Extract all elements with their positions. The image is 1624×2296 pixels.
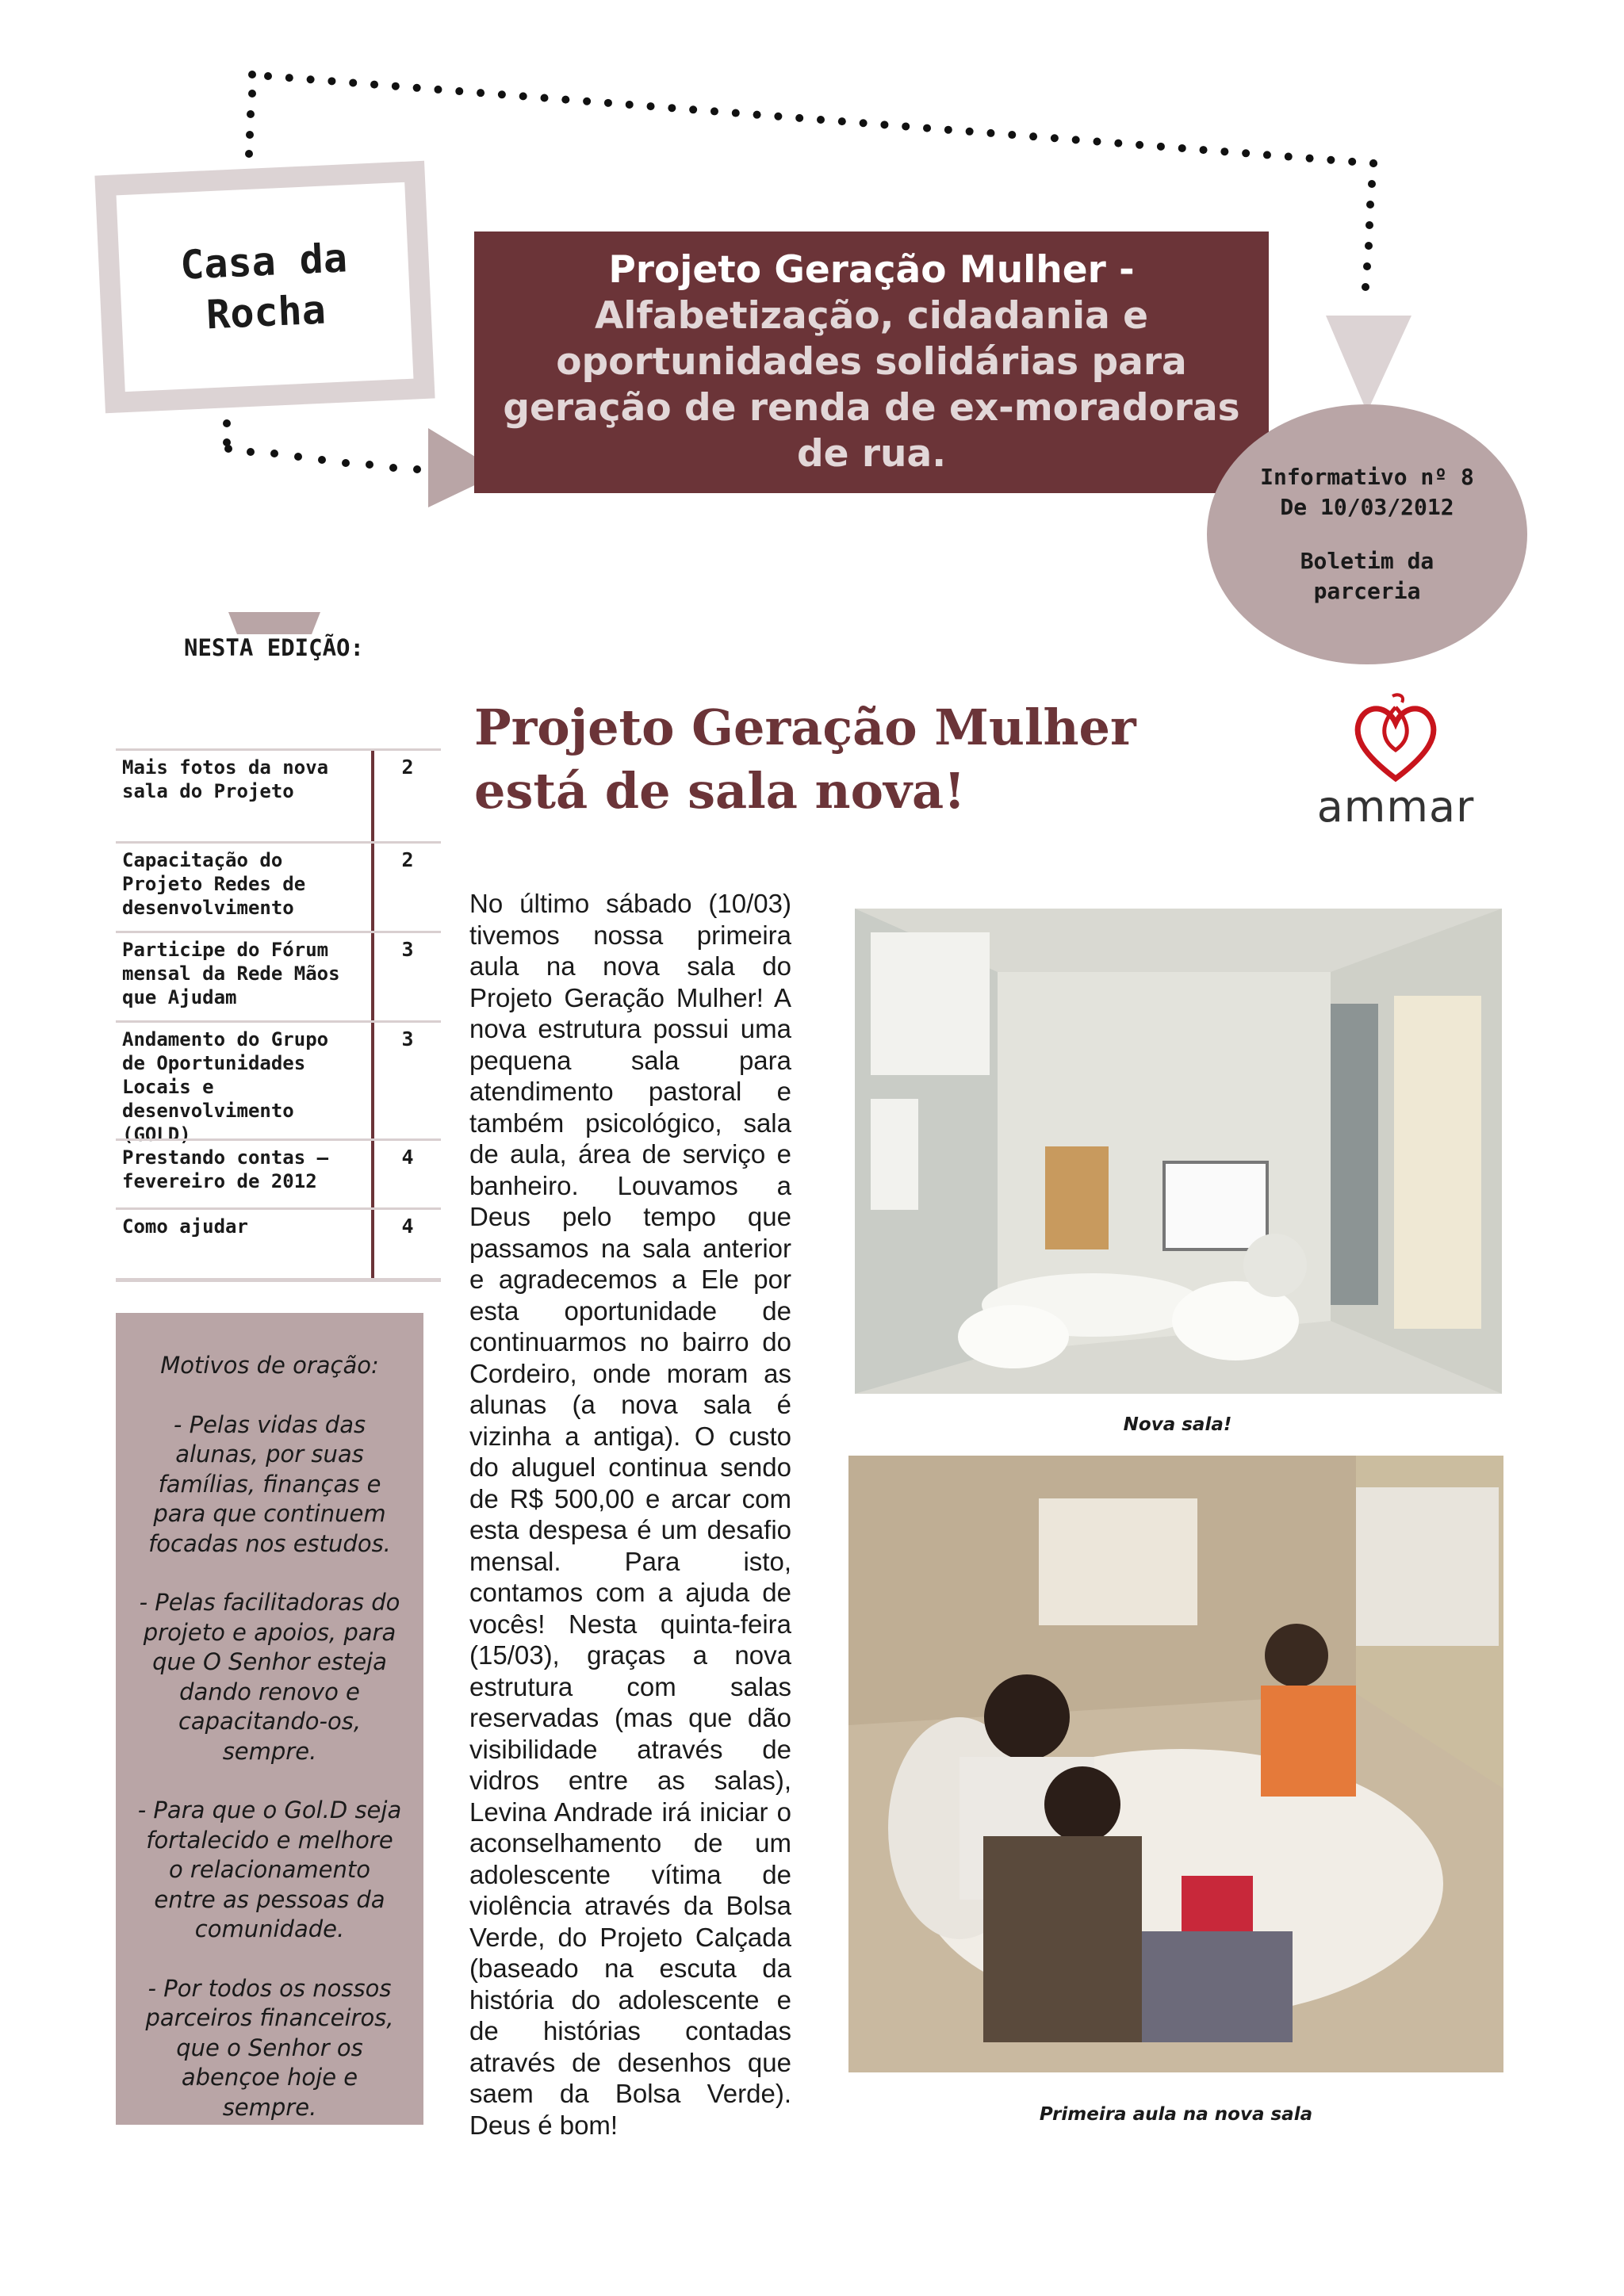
classroom-photo [855,909,1502,1394]
toc-item[interactable] [116,931,441,1020]
toc-item[interactable] [116,1020,441,1146]
issue-date: De 10/03/2012 [1280,494,1454,520]
prayer-item: - Pelas vidas das alunas, por suas famílias, finanças e para que continuem focadas nos estudos. [148,1410,391,1557]
toc-item-title: Participe do Fórum mensal da Rede Mãos que Ajudam [122,939,340,1008]
class-session-photo [848,1456,1503,2072]
heart-logo-icon [1316,691,1475,786]
toc-item[interactable] [116,1138,441,1207]
toc-item-page: 3 [371,933,441,1020]
banner-title: Projeto Geração Mulher - [608,248,1135,292]
prayer-item: - Pelas facilitadoras do projeto e apoios, para que O Senhor esteja dando renovo e capacitando-os, sempre. [139,1589,400,1765]
toc-item[interactable] [116,841,441,931]
prayer-item: - Por todos os nossos parceiros financeiros, que o Senhor os abençoe hoje e sempre. [145,1974,394,2121]
arrow-down-icon-2 [228,612,320,634]
toc-item-title: Andamento do Grupo de Oportunidades Locais e desenvolvimento (GOLD) [122,1028,329,1146]
article-headline: Projeto Geração Mulher está de sala nova! [474,698,1136,820]
photo-caption: Primeira aula na nova sala [1039,2104,1313,2125]
partner-logo [1316,691,1475,842]
toc-item-page: 4 [371,1210,441,1278]
class-session-photo-image [848,1456,1503,2072]
prayer-title: Motivos de oração: [160,1352,379,1379]
toc-item-title: Como ajudar [122,1215,248,1238]
toc-heading: NESTA EDIÇÃO: [184,634,364,661]
prayer-item: - Para que o Gol.D seja fortalecido e melhore o relacionamento entre as pessoas da comunidade. [137,1797,402,1942]
toc-item-page: 3 [371,1023,441,1138]
toc-item-page: 2 [371,844,441,931]
issue-number: Informativo nº 8 [1260,464,1474,490]
article-body: No último sábado (10/03) tivemos nossa primeira aula na nova sala do Projeto Geração Mulher! A nova estrutura possui uma pequena sala para atendimento pastoral e também psicológico, sala de aula, área de serviço e banheiro. Louvamos a Deus pelo tempo que passamos na sala anterior e agradecemos a Ele por esta oportunidade de continuarmos no bairro do Cordeiro, onde moram as alunas (a nova sala é vizinha a antiga). O custo do aluguel continua sendo de R$ 500,00 e arcar com esta despesa é um desafio mensal. Para isto, contamos com a ajuda de vocês! Nesta quinta-feira (15/03), graças a nova estrutura com salas reservadas (mas que dão visibilidade através de vidros entre as salas), Levina Andrade irá iniciar o aconselhamento de um adolescente vítima de violência através da Bolsa Verde, do Projeto Calçada (baseado na escuta da história do adolescente e de histórias contadas através de desenhos que saem da Bolsa Verde). Deus é bom! [469,889,791,2140]
title-banner [474,232,1269,493]
partner-logo-text: ammar [1316,782,1475,832]
prayer-box [116,1313,423,2125]
toc-item-title: Capacitação do Projeto Redes de desenvolvimento [122,849,306,919]
toc-item-title: Mais fotos da nova sala do Projeto [122,756,329,802]
toc-item[interactable] [116,748,441,841]
toc-item-page: 4 [371,1141,441,1207]
toc-item-title: Prestando contas — fevereiro de 2012 [122,1146,329,1192]
photo-caption: Nova sala! [1123,1414,1232,1435]
banner-subtitle: Alfabetização, cidadania e oportunidades solidárias para geração de renda de ex-moradoras de rua. [503,294,1240,476]
issue-info-oval [1207,404,1527,664]
issue-type: Boletim da parceria [1300,548,1434,604]
arrow-down-icon [1326,316,1411,412]
toc-item-page: 2 [371,751,441,841]
table-of-contents [116,748,441,1282]
classroom-photo-image [855,909,1502,1394]
org-logo-box [94,161,435,414]
toc-item[interactable] [116,1207,441,1278]
org-logo-text: Casa da Rocha [178,235,349,339]
